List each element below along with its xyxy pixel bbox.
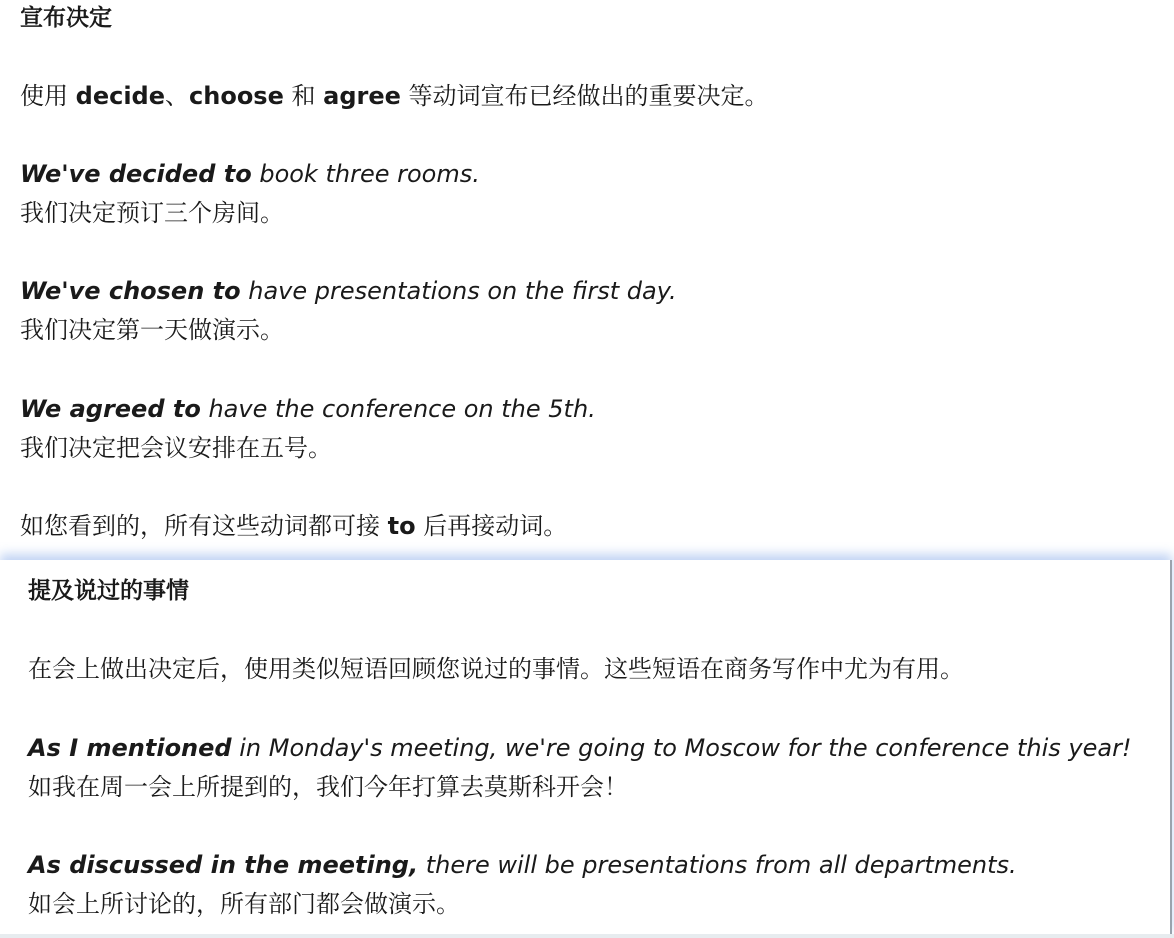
keyword-to: to bbox=[387, 512, 416, 540]
example-rest: have the conference on the 5th. bbox=[200, 395, 596, 423]
keyword-decide: decide bbox=[75, 82, 166, 110]
example-key-phrase: As discussed in the meeting, bbox=[28, 851, 419, 879]
intro-separator: 、 bbox=[165, 82, 190, 110]
intro-text: 和 bbox=[283, 82, 324, 110]
bottom-edge bbox=[0, 934, 1174, 938]
note-text: 如您看到的，所有这些动词都可接 bbox=[20, 512, 388, 540]
section-note bbox=[20, 510, 567, 542]
example-sentence bbox=[20, 393, 596, 425]
intro-text: 等动词宣布已经做出的重要决定。 bbox=[400, 82, 769, 110]
example-sentence bbox=[28, 732, 1132, 764]
intro-text: 使用 bbox=[20, 82, 76, 110]
keyword-choose: choose bbox=[189, 82, 284, 110]
example-translation: 我们决定第一天做演示。 bbox=[20, 316, 284, 344]
example-translation: 如我在周一会上所提到的，我们今年打算去莫斯科开会！ bbox=[28, 773, 628, 801]
section-intro: 在会上做出决定后，使用类似短语回顾您说过的事情。这些短语在商务写作中尤为有用。 bbox=[28, 655, 964, 683]
example-translation: 我们决定把会议安排在五号。 bbox=[20, 434, 332, 462]
example-translation: 如会上所讨论的，所有部门都会做演示。 bbox=[28, 890, 460, 918]
section-intro bbox=[20, 80, 769, 112]
referring-back-section bbox=[0, 560, 1172, 937]
example-sentence bbox=[20, 158, 480, 190]
example-rest: have presentations on the first day. bbox=[240, 277, 677, 305]
example-key-phrase: As I mentioned bbox=[28, 734, 232, 762]
example-rest: book three rooms. bbox=[251, 160, 480, 188]
example-rest: there will be presentations from all departments. bbox=[418, 851, 1017, 879]
example-sentence bbox=[28, 849, 1017, 881]
example-key-phrase: We agreed to bbox=[20, 395, 201, 423]
example-translation: 我们决定预订三个房间。 bbox=[20, 199, 284, 227]
keyword-agree: agree bbox=[323, 82, 401, 110]
example-sentence bbox=[20, 275, 677, 307]
example-rest: in Monday's meeting, we're going to Moscow for the conference this year! bbox=[231, 734, 1132, 762]
note-text: 后再接动词。 bbox=[415, 512, 568, 540]
section-heading: 提及说过的事情 bbox=[28, 578, 189, 604]
example-key-phrase: We've chosen to bbox=[20, 277, 241, 305]
section-heading: 宣布决定 bbox=[20, 5, 112, 31]
example-key-phrase: We've decided to bbox=[20, 160, 252, 188]
